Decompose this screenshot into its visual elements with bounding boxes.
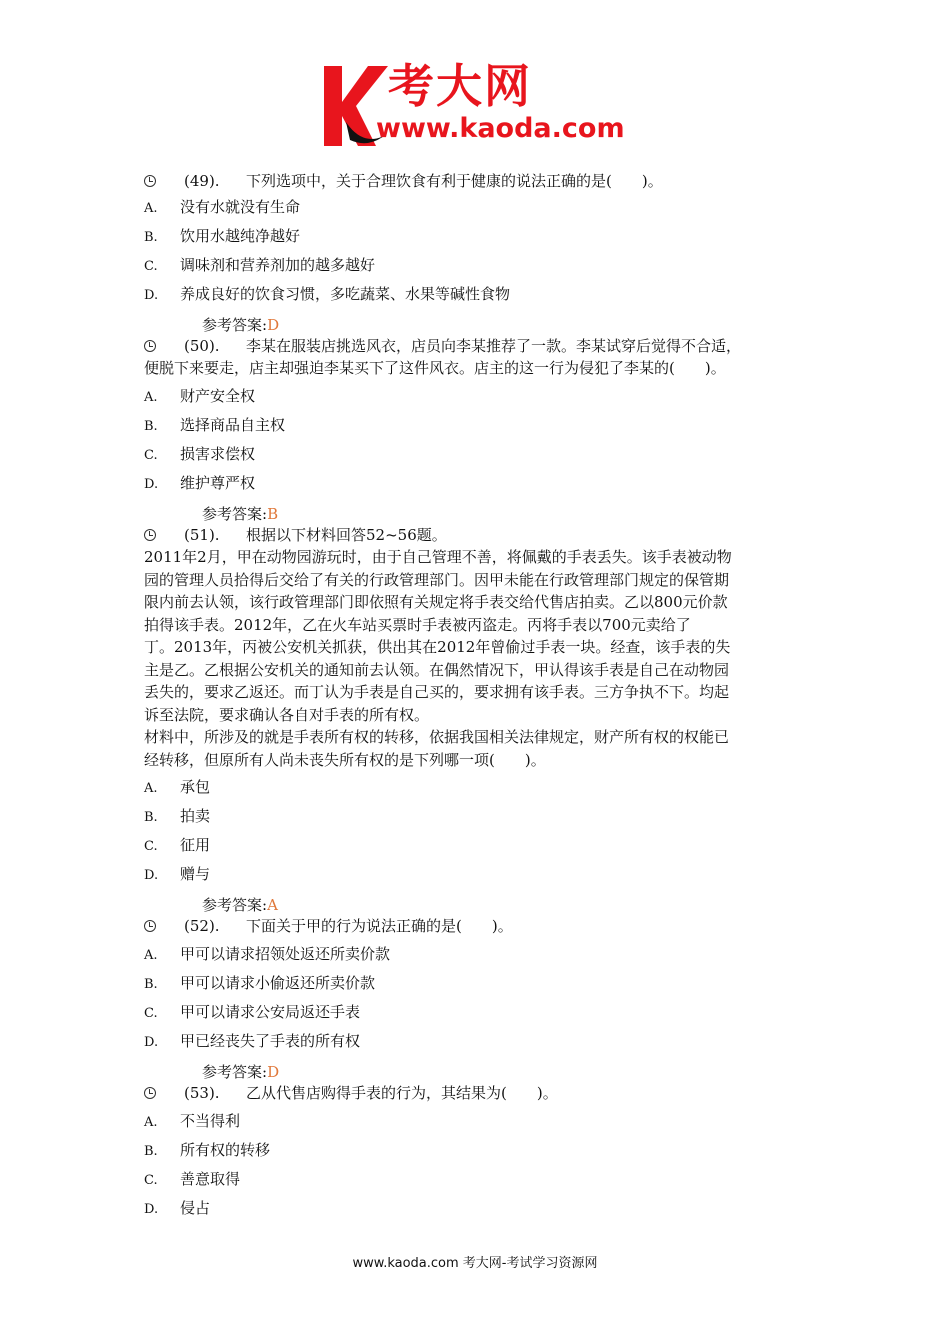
clock-icon <box>144 920 156 932</box>
option-b[interactable]: B. 甲可以请求小偷返还所卖价款 <box>144 974 376 992</box>
question-53 <box>144 1082 804 1224</box>
option-d[interactable]: D. 甲已经丧失了手表的所有权 <box>144 1032 361 1050</box>
option-a[interactable]: A. 承包 <box>144 778 211 796</box>
question-stem-cont: 便脱下来要走，店主却强迫李某买下了这件风衣。店主的这一行为侵犯了李某的( )。 <box>144 359 726 377</box>
question-51 <box>144 524 804 915</box>
question-stem: 下面关于甲的行为说法正确的是( )。 <box>246 917 513 935</box>
question-49 <box>144 168 804 335</box>
option-a[interactable]: A. 不当得利 <box>144 1112 241 1130</box>
option-b[interactable]: B. 所有权的转移 <box>144 1141 271 1159</box>
question-number: (49). <box>184 172 220 190</box>
option-a[interactable]: A. 没有水就没有生命 <box>144 198 301 216</box>
question-number: (50). <box>184 337 220 355</box>
option-d[interactable]: D. 侵占 <box>144 1199 211 1217</box>
option-a[interactable]: A. 甲可以请求招领处返还所卖价款 <box>144 945 391 963</box>
reference-answer: 参考答案:D <box>202 1063 280 1081</box>
question-number: (52). <box>184 917 220 935</box>
question-50 <box>144 335 804 524</box>
clock-icon <box>144 529 156 541</box>
option-c[interactable]: C. 甲可以请求公安局返还手表 <box>144 1003 361 1021</box>
reference-answer: 参考答案:A <box>202 896 278 914</box>
clock-icon <box>144 340 156 352</box>
option-d[interactable]: D. 赠与 <box>144 865 211 883</box>
answer-value: D <box>267 316 280 334</box>
question-number: (51). <box>184 526 220 544</box>
option-a[interactable]: A. 财产安全权 <box>144 387 256 405</box>
answer-value: B <box>267 505 279 523</box>
option-b[interactable]: B. 饮用水越纯净越好 <box>144 227 301 245</box>
option-c[interactable]: C. 调味剂和营养剂加的越多越好 <box>144 256 376 274</box>
question-stem: 根据以下材料回答52~56题。 <box>246 526 447 544</box>
option-b[interactable]: B. 选择商品自主权 <box>144 416 286 434</box>
answer-value: A <box>267 896 278 914</box>
question-number: (53). <box>184 1084 220 1102</box>
question-52 <box>144 915 804 1082</box>
logo-url: www.kaoda.com <box>376 113 625 144</box>
option-c[interactable]: C. 征用 <box>144 836 211 854</box>
question-stem: 乙从代售店购得手表的行为，其结果为( )。 <box>246 1084 558 1102</box>
option-d[interactable]: D. 养成良好的饮食习惯，多吃蔬菜、水果等碱性食物 <box>144 285 511 303</box>
logo-title: 考大网 <box>388 59 532 113</box>
option-c[interactable]: C. 善意取得 <box>144 1170 241 1188</box>
answer-value: D <box>267 1063 280 1081</box>
option-b[interactable]: B. 拍卖 <box>144 807 211 825</box>
option-c[interactable]: C. 损害求偿权 <box>144 445 256 463</box>
question-stem: 下列选项中，关于合理饮食有利于健康的说法正确的是( )。 <box>246 172 663 190</box>
reference-answer: 参考答案:B <box>202 505 279 523</box>
question-stem: 李某在服装店挑选风衣，店员向李某推荐了一款。李某试穿后觉得不合适， <box>246 337 742 355</box>
kaoda-logo <box>318 58 640 150</box>
question-list <box>144 168 804 1224</box>
page-footer: www.kaoda.com 考大网-考试学习资源网 <box>352 1256 598 1271</box>
reference-answer: 参考答案:D <box>202 316 280 334</box>
clock-icon <box>144 1087 156 1099</box>
option-d[interactable]: D. 维护尊严权 <box>144 474 256 492</box>
material-text: 2011年2月，甲在动物园游玩时，由于自己管理不善，将佩戴的手表丢失。该手表被动物 园的管理人员拾得后交给了有关的行政管理部门。因甲未能在行政管理部门规定的保管期 限内前去认领，该行政管理部门即依照有关规定将手表交给代售店拍卖。乙以800元价款 拍得该手表。2012年，乙在火车站买票时手表被丙盗走。丙将手表以700元卖给了 丁。2013年，丙被公安机关抓获，供出其在2012年曾偷过手表一块。经查，该手表的失 主是乙。乙根据公安机关的通知前去认领。在偶然情况下，甲认得该手表是自己在动物园 丢失的，要求乙返还。而丁认为手表是自己买的，要求拥有该手表。三方争执不下。均起 诉至法院，要求确认各自对手表的所有权。 材料中，所涉及的就是手表所有权的转移，依据我国相关法律规定，财产所有权的权能已 经转移，但原所有人尚未丧失所有权的是下列哪一项( )。 <box>144 548 732 769</box>
clock-icon <box>144 175 156 187</box>
